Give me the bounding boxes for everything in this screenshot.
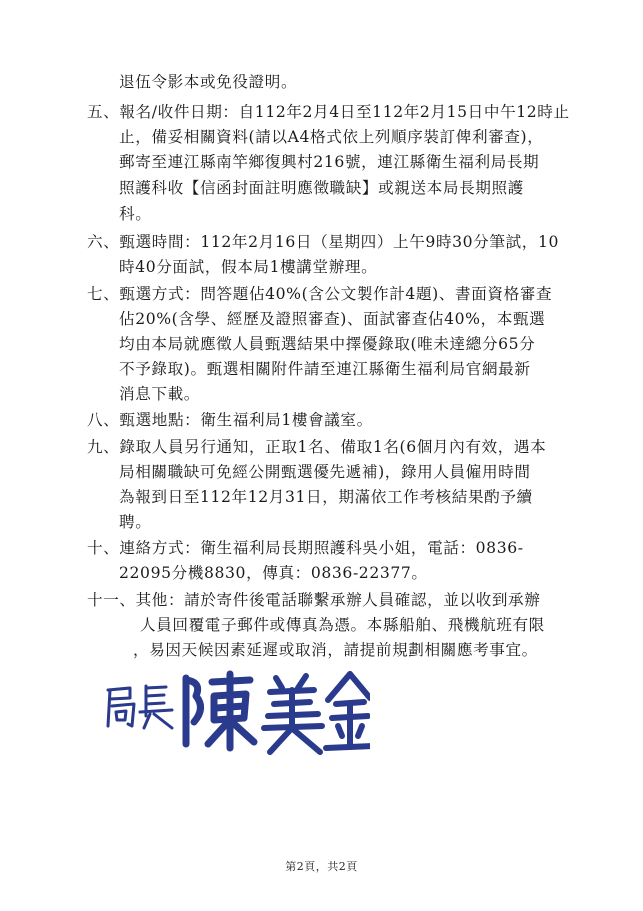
- text-line: 九、錄取人員另行通知，正取1名、備取1名(6個月內有效，遇本: [87, 438, 547, 456]
- text-line: 十一、其他：請於寄件後電話聯繫承辦人員確認，並以收到承辦: [87, 591, 541, 609]
- text-line: 科。: [119, 205, 152, 223]
- text-line: 聘。: [119, 513, 152, 531]
- text-line: 人員回覆電子郵件或傳真為憑。本縣船舶、飛機航班有限: [140, 616, 545, 634]
- text-line: 止，備妥相關資料(請以A4格式依上列順序裝訂俾利審查)，: [119, 128, 544, 146]
- text-line: 22095分機8830，傳真：0836-22377。: [119, 564, 428, 582]
- text-line: 八、甄選地點：衛生福利局1樓會議室。: [87, 411, 373, 429]
- text-line: 為報到日至112年12月31日，期滿依工作考核結果酌予續: [119, 488, 533, 506]
- text-line: 時40分面試，假本局1樓講堂辦理。: [119, 258, 378, 276]
- text-line: 消息下載。: [119, 385, 200, 403]
- text-line: ，易因天候因素延遲或取消，請提前規劃相關應考事宜。: [133, 641, 538, 659]
- text-line: 六、甄選時間：112年2月16日（星期四）上午9時30分筆試，10: [87, 233, 559, 251]
- text-line: 照護科收【信函封面註明應徵職缺】或親送本局長期照護: [119, 179, 524, 197]
- text-line: 局相關職缺可免經公開甄選優先遞補)，錄用人員僱用時間: [119, 463, 531, 481]
- text-line: 佔20%(含學、經歷及證照審查)、面試審查佔40%，本甄選: [119, 310, 546, 328]
- text-line: 退伍令影本或免役證明。: [119, 73, 298, 91]
- text-line: 不予錄取)。甄選相關附件請至連江縣衛生福利局官網最新: [119, 360, 531, 378]
- page-number: 第2頁，共2頁: [285, 860, 358, 873]
- text-line: 五、報名/收件日期：自112年2月4日至112年2月15日中午12時止: [87, 103, 570, 121]
- text-line: 郵寄至連江縣南竿鄉復興村216號，連江縣衛生福利局長期: [119, 153, 540, 171]
- director-signature-seal: [100, 668, 370, 760]
- text-line: 七、甄選方式：問答題佔40%(含公文製作計4題)、書面資格審查: [87, 285, 553, 303]
- text-line: 均由本局就應徵人員甄選結果中擇優錄取(唯未達總分65分: [119, 335, 536, 353]
- text-line: 十、連絡方式：衛生福利局長期照護科吳小姐，電話：0836-: [87, 539, 524, 557]
